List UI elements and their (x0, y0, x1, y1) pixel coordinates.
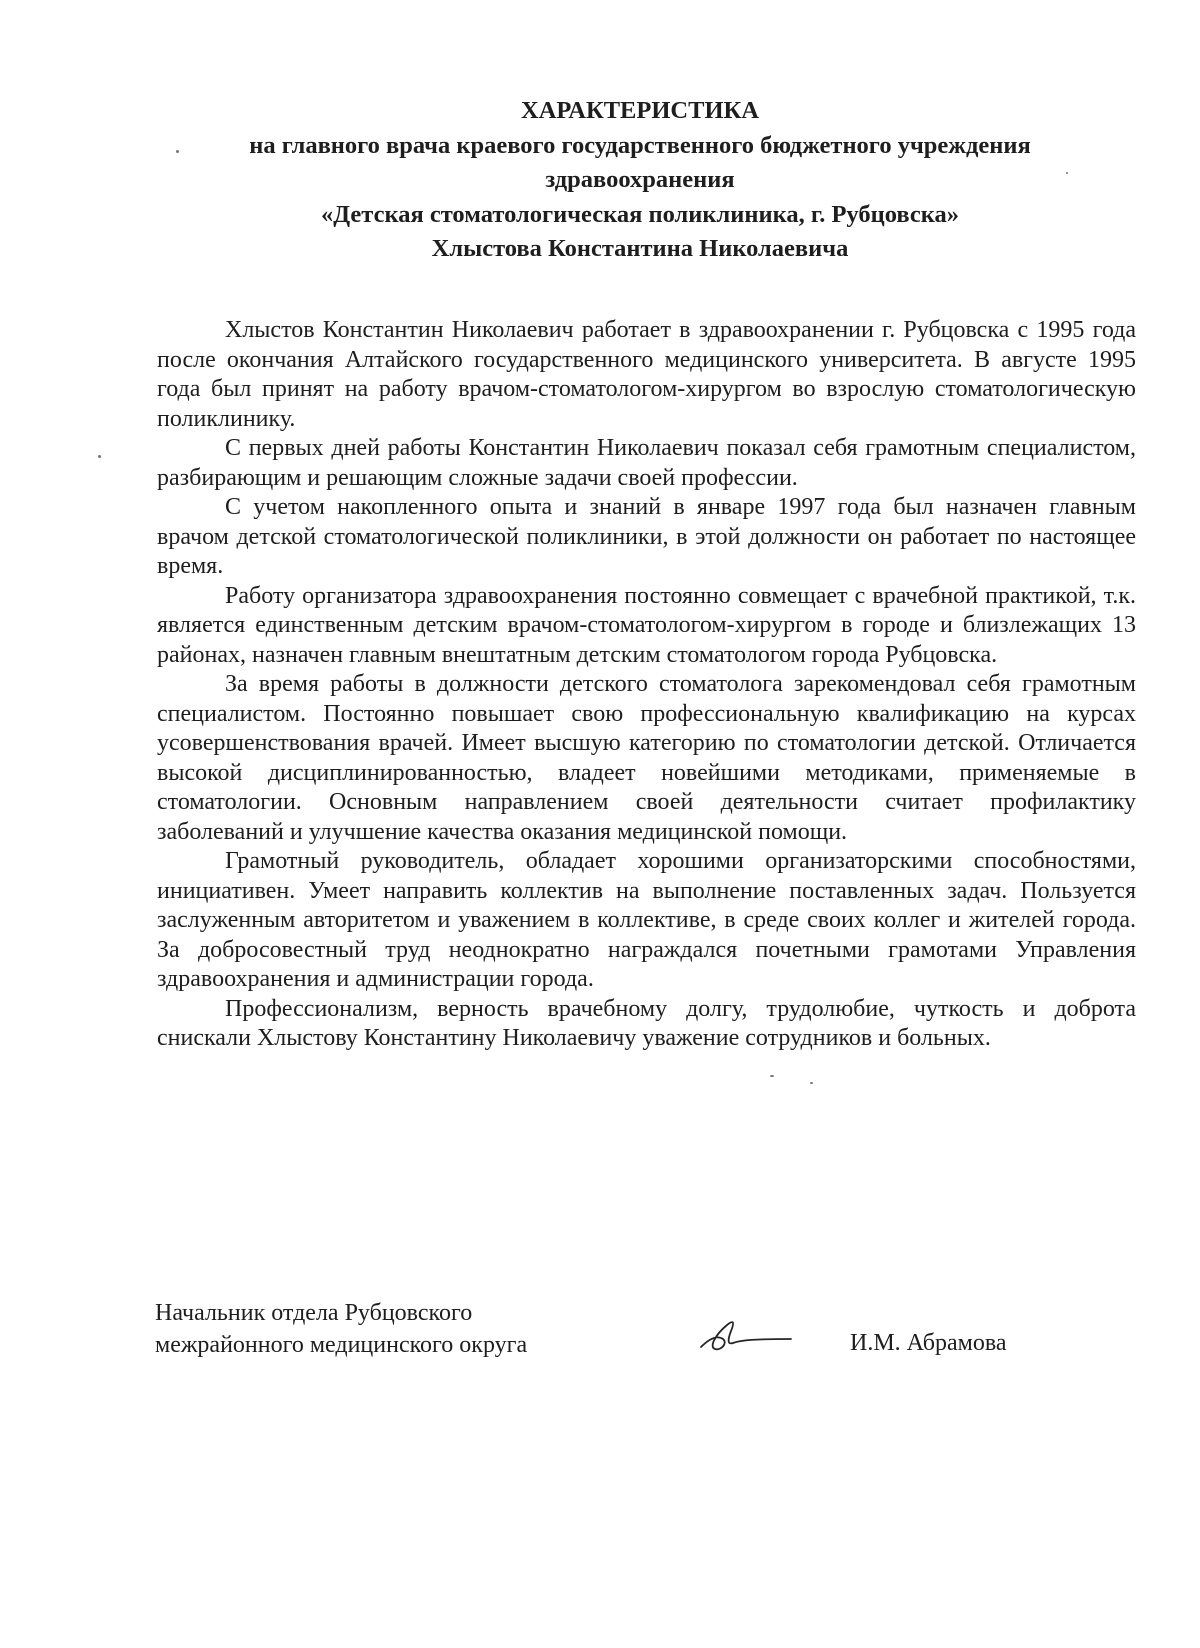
body-paragraph: Хлыстов Константин Николаевич работает в здравоохранении г. Рубцовска с 1995 года после окончания Алтайского государственного медицинского университета. В августе 1995 года был принят на работу врачом-стоматологом-хирургом во взрослую стоматологическую поликлинику. (157, 317, 1136, 432)
body-paragraph: С первых дней работы Константин Николаевич показал себя грамотным специалистом, разбирающим и решающим сложные задачи своей профессии. (157, 435, 1136, 491)
header-line-subject: на главного врача краевого государственного бюджетного учреждения (249, 131, 1031, 159)
signature-block (155, 1297, 1135, 1377)
document-body (157, 316, 1136, 1054)
header-line-institution-name: «Детская стоматологическая поликлиника, г. Рубцовска» (320, 200, 959, 228)
signer-position-line1: Начальник отдела Рубцовского (155, 1300, 473, 1326)
header-line-institution-type: здравоохранения (545, 166, 735, 193)
signer-position-line2: межрайонного медицинского округа (155, 1332, 528, 1358)
document-title: ХАРАКТЕРИСТИКА (521, 97, 759, 124)
document-header (150, 94, 1130, 267)
body-paragraph: Работу организатора здравоохранения постоянно совмещает с врачебной практикой, т.к. является единственным детским врачом-стоматологом-хирургом в городе и близлежащих 13 районах, назначен главным внештатным детским стоматологом города Рубцовска. (157, 582, 1136, 668)
header-line-person-name: Хлыстова Константина Николаевича (431, 235, 849, 262)
handwritten-signature (695, 1309, 795, 1359)
signer-name: И.М. Абрамова (850, 1330, 1007, 1356)
body-paragraph: За время работы в должности детского стоматолога зарекомендовал себя грамотным специалистом. Постоянно повышает свою профессиональную квалификацию на курсах усовершенствования врачей. Имеет высшую категорию по стоматологии детской. Отличается высокой дисциплинированностью, владеет новейшими методиками, применяемые в стоматологии. Основным направлением своей деятельности считает профилактику заболеваний и улучшение качества оказания медицинской помощи. (157, 671, 1136, 845)
signer-position (155, 1297, 527, 1361)
body-paragraph: Грамотный руководитель, обладает хорошими организаторскими способностями, инициативен. Умеет направить коллектив на выполнение поставленных задач. Пользуется заслуженным авторитетом и уважением в коллективе, в среде своих коллег и жителей города. За добросовестный труд неоднократно награждался почетными грамотами Управления здравоохранения и администрации города. (157, 848, 1136, 992)
body-paragraph: С учетом накопленного опыта и знаний в январе 1997 года был назначен главным врачом детской стоматологической поликлиники, в этой должности он работает по настоящее время. (157, 494, 1136, 579)
scan-speck (176, 150, 179, 153)
body-paragraph: Профессионализм, верность врачебному долгу, трудолюбие, чуткость и доброта снискали Хлыстову Константину Николаевичу уважение сотрудников и больных. (157, 995, 1136, 1051)
scan-speck (770, 1075, 774, 1077)
scan-speck (810, 1082, 813, 1084)
scan-speck (1066, 172, 1068, 174)
scan-speck (98, 455, 101, 458)
